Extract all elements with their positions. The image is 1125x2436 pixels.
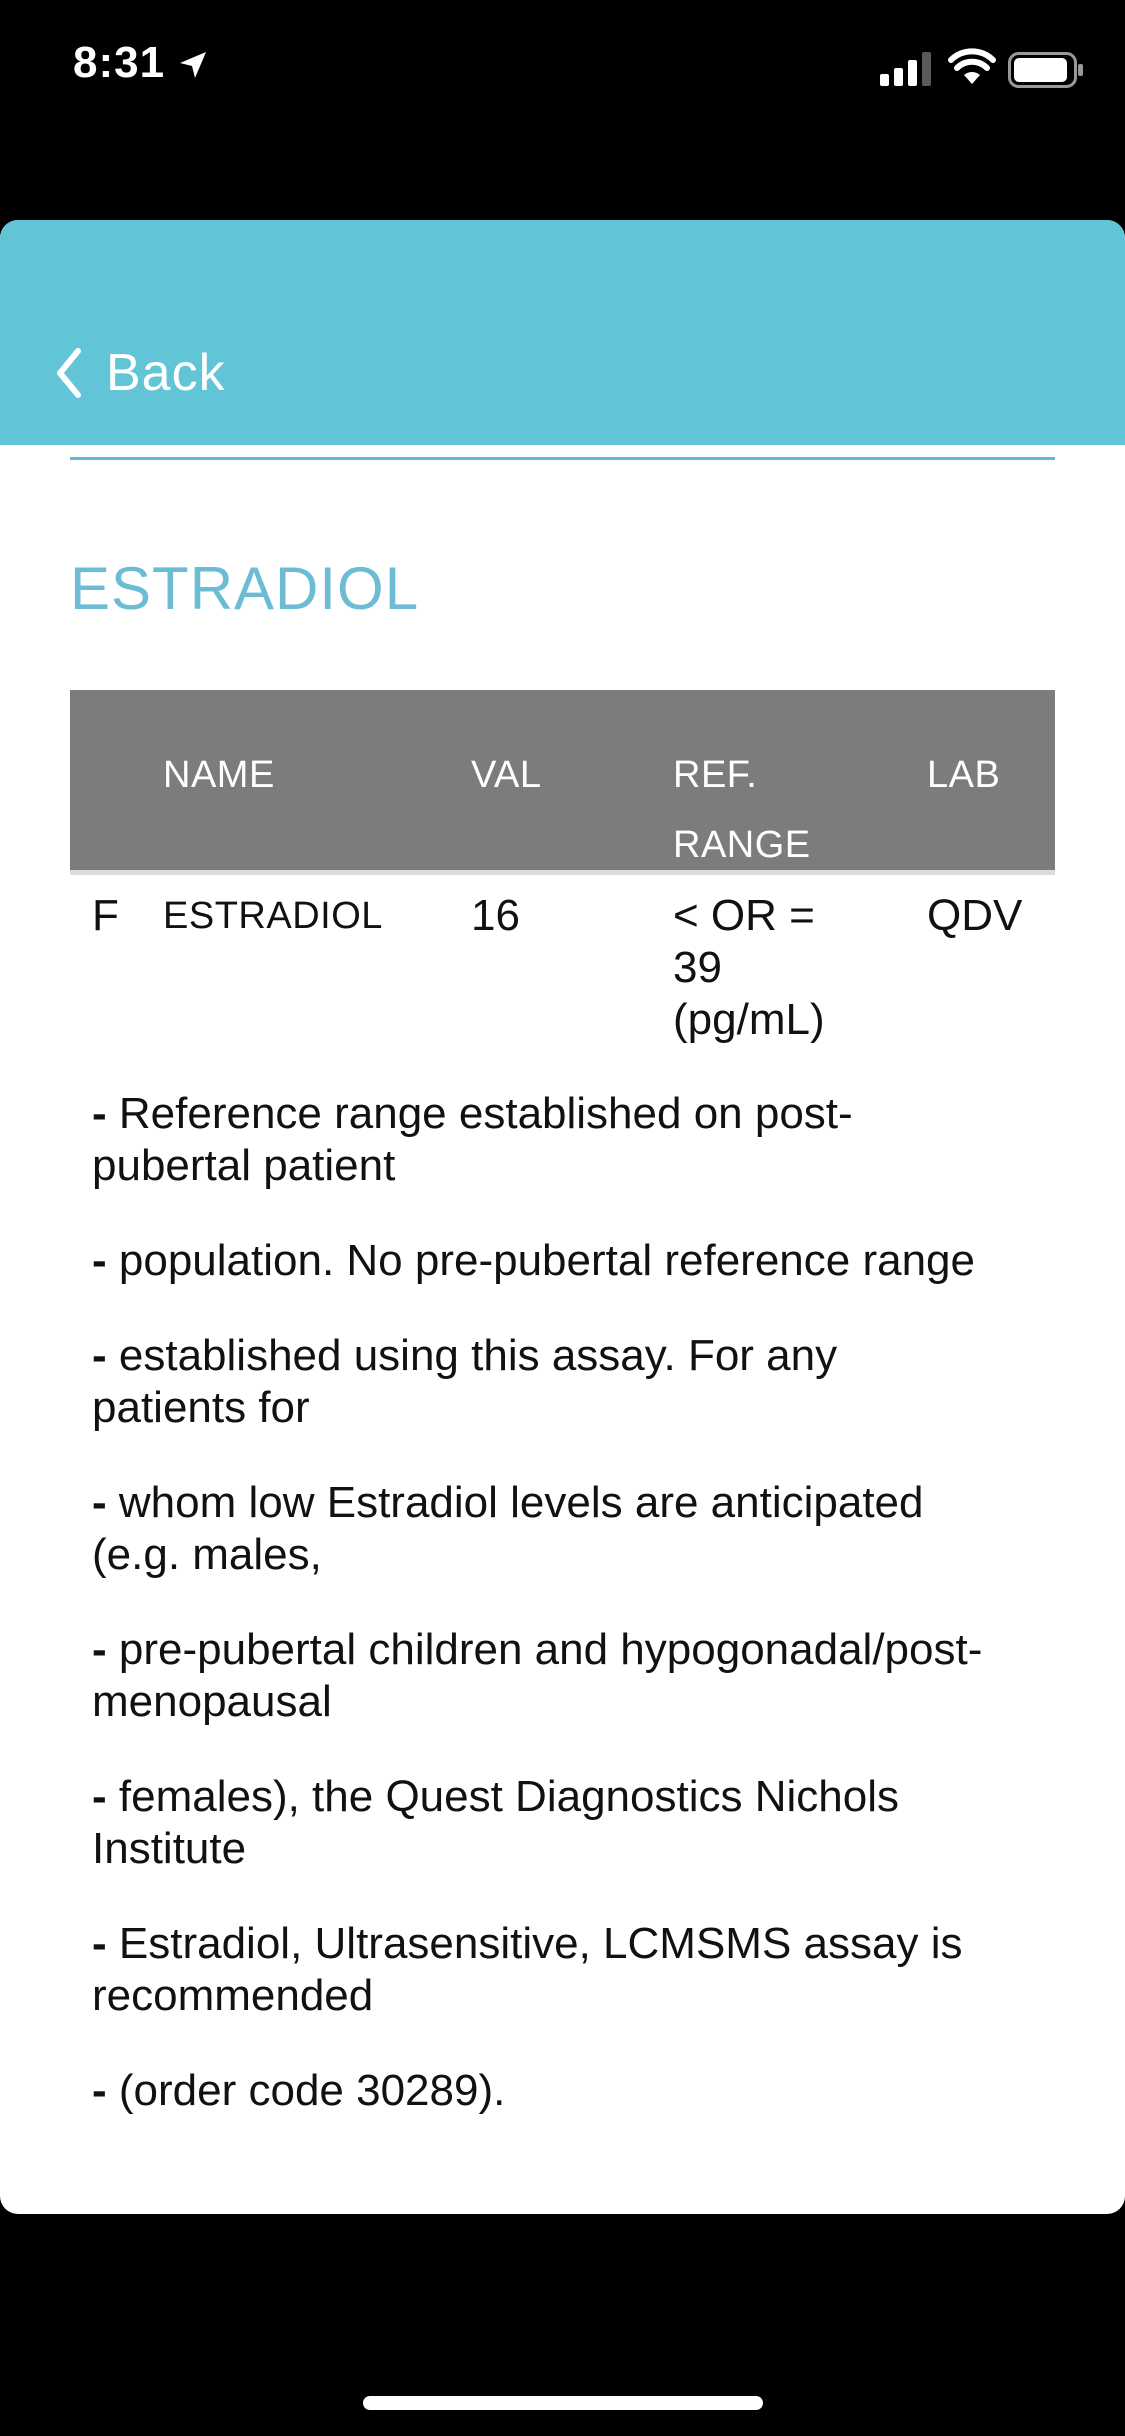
note-bullet: - — [92, 1236, 107, 1285]
result-ref-range — [673, 890, 873, 1046]
result-notes — [92, 1088, 992, 2160]
status-time: 8:31 — [73, 38, 166, 87]
battery-icon — [1008, 52, 1084, 88]
chevron-left-icon — [54, 347, 84, 399]
cellular-signal-icon — [880, 52, 934, 86]
note-bullet: - — [92, 2066, 107, 2115]
column-header-ref-line2: RANGE — [673, 824, 811, 866]
result-ref-line2: 39 — [673, 943, 722, 992]
result-name: ESTRADIOL — [163, 895, 383, 937]
section-title: ESTRADIOL — [70, 555, 420, 622]
result-lab: QDV — [927, 891, 1023, 940]
note-line — [92, 1771, 992, 1875]
note-line — [92, 1918, 992, 2022]
column-header-val: VAL — [471, 754, 542, 796]
note-bullet: - — [92, 1919, 107, 1968]
note-bullet: - — [92, 1089, 107, 1138]
column-header-name: NAME — [163, 754, 275, 796]
note-bullet: - — [92, 1625, 107, 1674]
result-ref-line3: (pg/mL) — [673, 995, 825, 1044]
note-line — [92, 2065, 992, 2117]
note-bullet: - — [92, 1478, 107, 1527]
column-header-ref-line1: REF. — [673, 754, 758, 796]
table-header — [70, 690, 1055, 875]
note-line — [92, 1477, 992, 1581]
note-text: Reference range established on post-pubertal patient — [92, 1089, 853, 1190]
note-text: females), the Quest Diagnostics Nichols Institute — [92, 1772, 899, 1873]
note-bullet: - — [92, 1772, 107, 1821]
home-indicator[interactable] — [363, 2396, 763, 2410]
note-bullet: - — [92, 1331, 107, 1380]
note-text: pre-pubertal children and hypogonadal/post-menopausal — [92, 1625, 983, 1726]
back-button[interactable] — [54, 338, 226, 408]
wifi-icon — [948, 48, 996, 86]
note-text: population. No pre-pubertal reference range — [106, 1236, 975, 1285]
location-arrow-icon — [178, 50, 208, 80]
result-value: 16 — [471, 891, 520, 940]
back-label: Back — [106, 344, 226, 402]
result-flag: F — [92, 891, 119, 940]
note-line — [92, 1088, 992, 1192]
detail-card — [0, 220, 1125, 2214]
note-text: whom low Estradiol levels are anticipated (e.g. males, — [92, 1478, 924, 1579]
note-text: (order code 30289). — [106, 2066, 506, 2115]
column-header-ref-range — [673, 740, 811, 880]
note-text: established using this assay. For any patients for — [92, 1331, 838, 1432]
column-header-lab: LAB — [927, 754, 1001, 796]
divider — [70, 457, 1055, 460]
note-line — [92, 1624, 992, 1728]
note-line — [92, 1235, 992, 1287]
note-text: Estradiol, Ultrasensitive, LCMSMS assay is recommended — [92, 1919, 963, 2020]
nav-header — [0, 220, 1125, 445]
status-bar — [0, 0, 1125, 140]
note-line — [92, 1330, 992, 1434]
result-ref-line1: < OR = — [673, 891, 815, 940]
